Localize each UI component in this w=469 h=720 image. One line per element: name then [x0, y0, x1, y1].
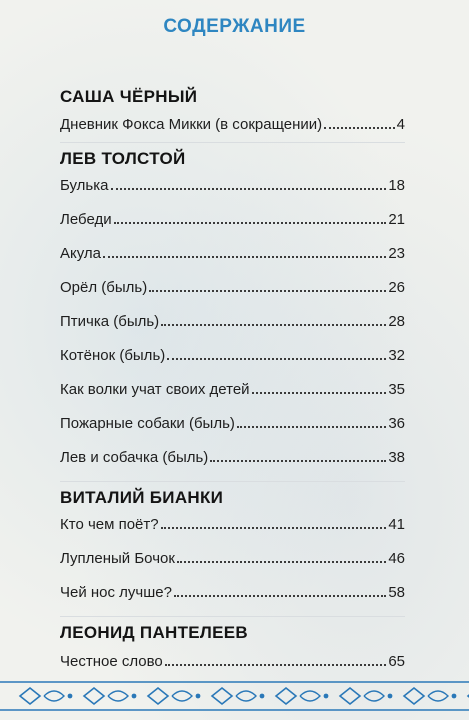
dot-leader [149, 290, 386, 292]
entry-page-number: 18 [388, 177, 405, 194]
toc-entry[interactable] [60, 548, 405, 570]
author-heading: ЛЕОНИД ПАНТЕЛЕЕВ [60, 623, 248, 642]
ornament-shape [452, 694, 457, 699]
ornament-shape [196, 694, 201, 699]
dot-leader [114, 222, 387, 224]
ornament-shape [44, 691, 64, 701]
entry-title: Птичка (быль) [60, 313, 160, 330]
entry-page-number: 4 [396, 116, 405, 133]
entry-title: Честное слово [60, 653, 163, 670]
dot-leader [324, 127, 395, 129]
ornament-shape [260, 694, 265, 699]
entry-page-number: 35 [388, 381, 405, 398]
ornament-shape [404, 688, 424, 704]
author-heading: ЛЕВ ТОЛСТОЙ [60, 149, 186, 168]
toc-entry[interactable] [60, 651, 405, 673]
dot-leader [210, 460, 386, 462]
entry-page-number: 41 [388, 516, 405, 533]
entry-page-number: 21 [388, 211, 405, 228]
ornament-shape [20, 688, 40, 704]
toc-entry[interactable] [60, 209, 405, 231]
toc-entry[interactable] [60, 311, 405, 333]
dot-leader [177, 561, 386, 563]
entry-title: Котёнок (быль) [60, 347, 166, 364]
ornament-shape [172, 691, 192, 701]
toc-entry[interactable] [60, 582, 405, 604]
author-heading: ВИТАЛИЙ БИАНКИ [60, 488, 224, 507]
toc-entry[interactable] [60, 175, 405, 197]
dot-leader [103, 256, 386, 258]
toc-entry[interactable] [60, 345, 405, 367]
toc-entry[interactable] [60, 413, 405, 435]
ornament-shape [428, 691, 448, 701]
entry-page-number: 23 [388, 245, 405, 262]
entry-page-number: 26 [388, 279, 405, 296]
ornamental-border [0, 676, 469, 716]
author-heading: САША ЧЁРНЫЙ [60, 87, 198, 106]
ornament-shape [300, 691, 320, 701]
entry-title: Как волки учат своих детей [60, 381, 250, 398]
entry-title: Чей нос лучше? [60, 584, 172, 601]
ornament-shape [388, 694, 393, 699]
entry-title: Кто чем поёт? [60, 516, 159, 533]
entry-page-number: 28 [388, 313, 405, 330]
dot-leader [165, 664, 387, 666]
dot-leader [111, 188, 387, 190]
dot-leader [167, 358, 386, 360]
ornament-shape [324, 694, 329, 699]
entry-title: Пожарные собаки (быль) [60, 415, 235, 432]
entry-title: Лев и собачка (быль) [60, 449, 209, 466]
entry-title: Акула [60, 245, 102, 262]
dot-leader [161, 324, 386, 326]
entry-title: Лебеди [60, 211, 112, 228]
ornament-shape [84, 688, 104, 704]
entry-title: Лупленый Бочок [60, 550, 175, 567]
ornament-shape [132, 694, 137, 699]
dot-leader [252, 392, 387, 394]
ornament-shape [68, 694, 73, 699]
entry-page-number: 65 [388, 653, 405, 670]
toc-entry[interactable] [60, 277, 405, 299]
ornament-shape [276, 688, 296, 704]
ornament-shape [340, 688, 360, 704]
entry-page-number: 38 [388, 449, 405, 466]
entry-page-number: 36 [388, 415, 405, 432]
entry-page-number: 46 [388, 550, 405, 567]
ornament-shape [108, 691, 128, 701]
entry-page-number: 32 [388, 347, 405, 364]
toc-entry[interactable] [60, 114, 405, 136]
toc-title: СОДЕРЖАНИЕ [163, 16, 306, 37]
toc-entry[interactable] [60, 243, 405, 265]
toc-entry[interactable] [60, 447, 405, 469]
ornament-shape [148, 688, 168, 704]
entry-page-number: 58 [388, 584, 405, 601]
entry-title: Булька [60, 177, 109, 194]
entry-title: Орёл (быль) [60, 279, 148, 296]
dot-leader [237, 426, 386, 428]
ornament-shape [212, 688, 232, 704]
toc-entry[interactable] [60, 514, 405, 536]
entry-title: Дневник Фокса Микки (в сокращении) [60, 116, 323, 133]
toc-entry[interactable] [60, 379, 405, 401]
ornament-shape [364, 691, 384, 701]
dot-leader [174, 595, 386, 597]
dot-leader [161, 527, 387, 529]
ornament-shape [236, 691, 256, 701]
table-of-contents [60, 84, 405, 673]
